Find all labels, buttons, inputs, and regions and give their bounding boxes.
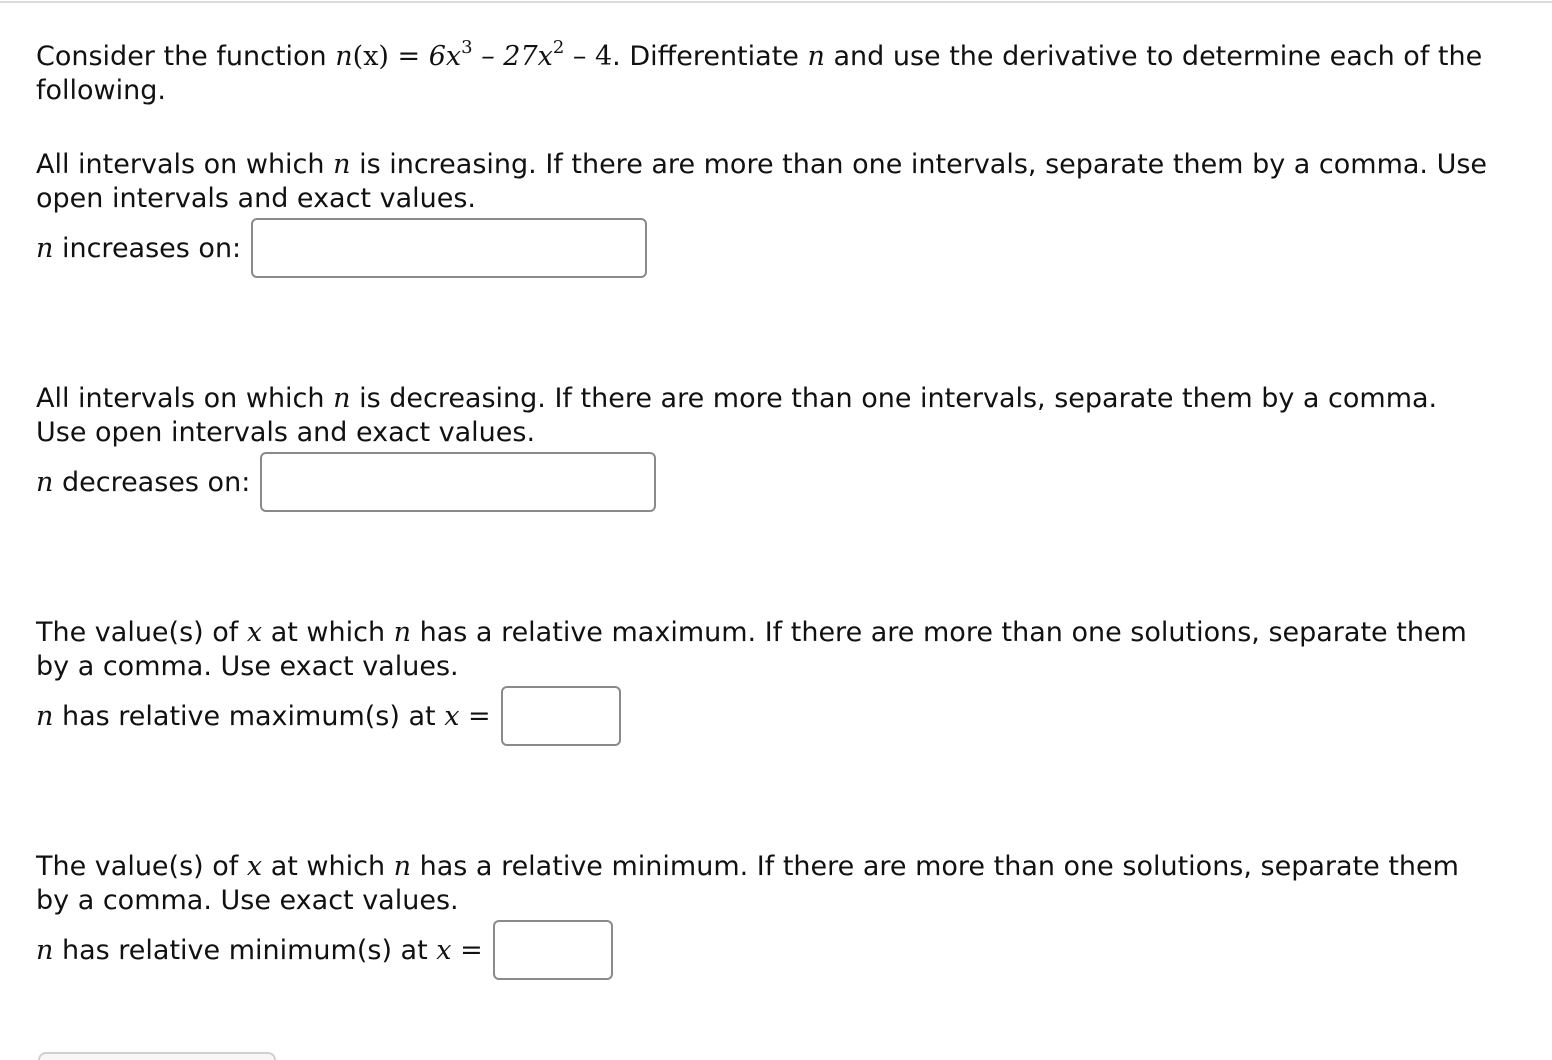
question-min-prompt [36, 850, 1496, 918]
exponent-2: 2 [552, 37, 565, 58]
max-answer-row [36, 686, 621, 746]
question-max-prompt [36, 616, 1496, 684]
prompt-text: The value(s) of [36, 851, 247, 882]
decreasing-label [36, 467, 250, 498]
label-tail: x = [436, 934, 483, 966]
intro-text-3: and use the derivative to determine each of the following. [36, 41, 1483, 106]
function-name: n [335, 41, 353, 72]
prompt-text-2: is increasing. If there are more than one intervals, separate them by a comma. Use open intervals and exact values. [36, 149, 1488, 214]
label-text: increases on: [53, 232, 242, 264]
top-divider [0, 1, 1552, 3]
relative-min-input[interactable] [493, 920, 613, 980]
prompt-var-2: n [393, 851, 412, 882]
label-text: has relative minimum(s) at [53, 934, 437, 966]
term-2: – 27x [472, 41, 553, 72]
prompt-text: The value(s) of [36, 617, 247, 648]
term-3: – 4 [564, 41, 613, 72]
intro-text: Consider the function [36, 41, 336, 72]
prompt-text-2: has a relative maximum. If there are more than one solutions, separate them by a comma. Use exact values. [36, 617, 1467, 682]
max-label [36, 701, 491, 732]
prompt-var: x [246, 851, 263, 882]
prompt-text: All intervals on which [36, 383, 334, 414]
prompt-var: x [246, 617, 263, 648]
prompt-text-mid: at which [262, 617, 394, 648]
decreasing-answer-row [36, 452, 656, 512]
prompt-var-2: n [393, 617, 412, 648]
prompt-text-2: is decreasing. If there are more than one intervals, separate them by a comma. Use open intervals and exact values. [36, 383, 1438, 448]
increasing-answer-row [36, 218, 647, 278]
label-var: n [36, 934, 54, 966]
relative-max-input[interactable] [501, 686, 621, 746]
intro-text-2: . Differentiate [612, 41, 808, 72]
function-arg: (x) [352, 41, 389, 72]
question-decreasing-prompt [36, 382, 1496, 450]
prompt-var: n [333, 149, 351, 180]
exponent-1: 3 [461, 37, 473, 58]
intro-var: n [807, 41, 825, 72]
decreasing-intervals-input[interactable] [260, 452, 656, 512]
label-tail: x = [444, 700, 491, 732]
prompt-var: n [333, 383, 351, 414]
label-var: n [36, 700, 54, 732]
label-var: n [36, 466, 54, 498]
problem-statement [36, 37, 1496, 108]
label-var: n [36, 232, 54, 264]
equals-sign: = [388, 41, 429, 72]
label-text: has relative maximum(s) at [53, 700, 445, 732]
submit-button[interactable] [38, 1052, 276, 1060]
question-increasing-prompt [36, 148, 1496, 216]
min-answer-row [36, 920, 613, 980]
increasing-intervals-input[interactable] [251, 218, 647, 278]
prompt-text-2: has a relative minimum. If there are more than one solutions, separate them by a comma. Use exact values. [36, 851, 1459, 916]
term-1: 6x [428, 41, 462, 72]
prompt-text-mid: at which [262, 851, 394, 882]
increasing-label [36, 233, 241, 264]
label-text: decreases on: [53, 466, 251, 498]
prompt-text: All intervals on which [36, 149, 334, 180]
min-label [36, 935, 483, 966]
